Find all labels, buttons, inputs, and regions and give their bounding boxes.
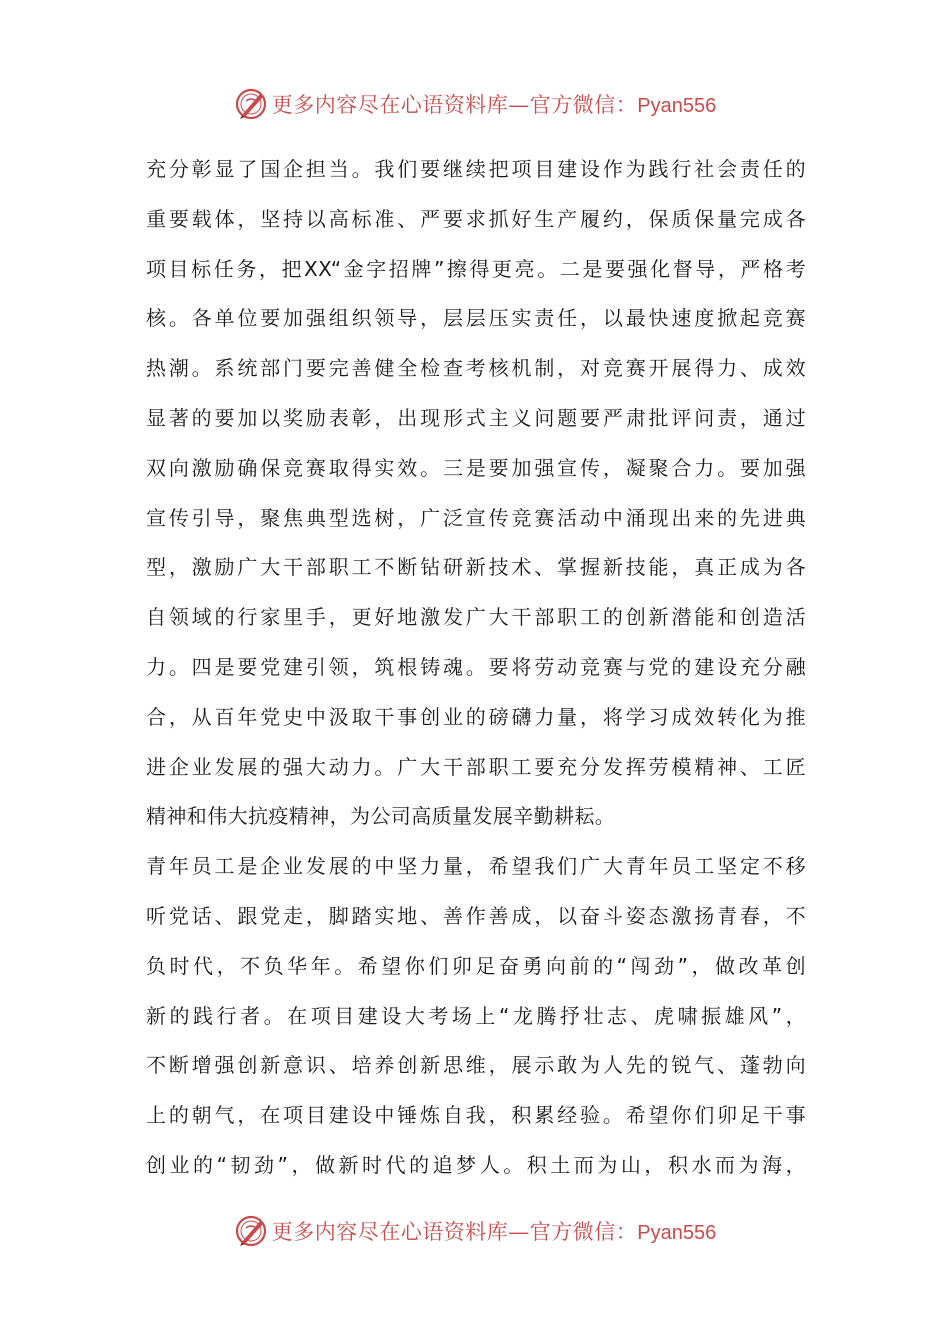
document-body xyxy=(146,145,806,1191)
header-banner-handle: Pyan556 xyxy=(637,95,717,117)
body-line: 精神和伟大抗疫精神，为公司高质量发展辛勤耕耘。 xyxy=(146,804,616,829)
footer-banner-handle: Pyan556 xyxy=(637,1222,717,1244)
body-line: 项目标任务，把XX“金字招牌”擦得更亮。二是要强化督导，严格考 xyxy=(146,256,806,281)
body-line: 青年员工是企业发展的中坚力量，希望我们广大青年员工坚定不移 xyxy=(146,854,806,879)
header-banner-text: 更多内容尽在心语资料库—官方微信：Pyan556 xyxy=(271,93,717,117)
body-line: 重要载体，坚持以高标准、严要求抓好生产履约，保质保量完成各 xyxy=(146,206,806,231)
pen-seal-logo-icon xyxy=(234,87,268,121)
body-line: 型，激励广大干部职工不断钻研新技术、掌握新技能，真正成为各 xyxy=(146,555,806,580)
body-line: 新的践行者。在项目建设大考场上“龙腾抒壮志、虎啸振雄风”， xyxy=(146,1003,806,1028)
footer-banner-text: 更多内容尽在心语资料库—官方微信：Pyan556 xyxy=(271,1220,717,1244)
body-line: 力。四是要党建引领，筑根铸魂。要将劳动竞赛与党的建设充分融 xyxy=(146,654,806,679)
body-line: 核。各单位要加强组织领导，层层压实责任，以最快速度掀起竞赛 xyxy=(146,306,806,331)
body-line: 创业的“韧劲”，做新时代的追梦人。积土而为山，积水而为海， xyxy=(146,1152,806,1177)
body-line: 上的朝气，在项目建设中锤炼自我，积累经验。希望你们卯足干事 xyxy=(146,1103,806,1128)
footer-banner xyxy=(0,1211,950,1251)
header-banner xyxy=(0,84,950,124)
body-line: 热潮。系统部门要完善健全检查考核机制，对竞赛开展得力、成效 xyxy=(146,356,806,381)
body-line: 显著的要加以奖励表彰，出现形式主义问题要严肃批评问责，通过 xyxy=(146,405,806,430)
body-line: 自领域的行家里手，更好地激发广大干部职工的创新潜能和创造活 xyxy=(146,605,806,630)
body-line: 充分彰显了国企担当。我们要继续把项目建设作为践行社会责任的 xyxy=(146,157,806,181)
body-line: 不断增强创新意识、培养创新思维，展示敢为人先的锐气、蓬勃向 xyxy=(146,1053,806,1078)
pen-seal-logo-icon xyxy=(234,1214,268,1248)
body-line: 双向激励确保竞赛取得实效。三是要加强宣传，凝聚合力。要加强 xyxy=(146,455,806,480)
body-line: 合，从百年党史中汲取干事创业的磅礴力量，将学习成效转化为推 xyxy=(146,704,806,729)
body-line: 进企业发展的强大动力。广大干部职工要充分发挥劳模精神、工匠 xyxy=(146,754,806,779)
body-line: 宣传引导，聚焦典型选树，广泛宣传竞赛活动中涌现出来的先进典 xyxy=(146,505,806,530)
body-line: 负时代，不负华年。希望你们卯足奋勇向前的“闯劲”，做改革创 xyxy=(146,953,806,978)
body-line: 听党话、跟党走，脚踏实地、善作善成，以奋斗姿态激扬青春，不 xyxy=(146,903,806,928)
